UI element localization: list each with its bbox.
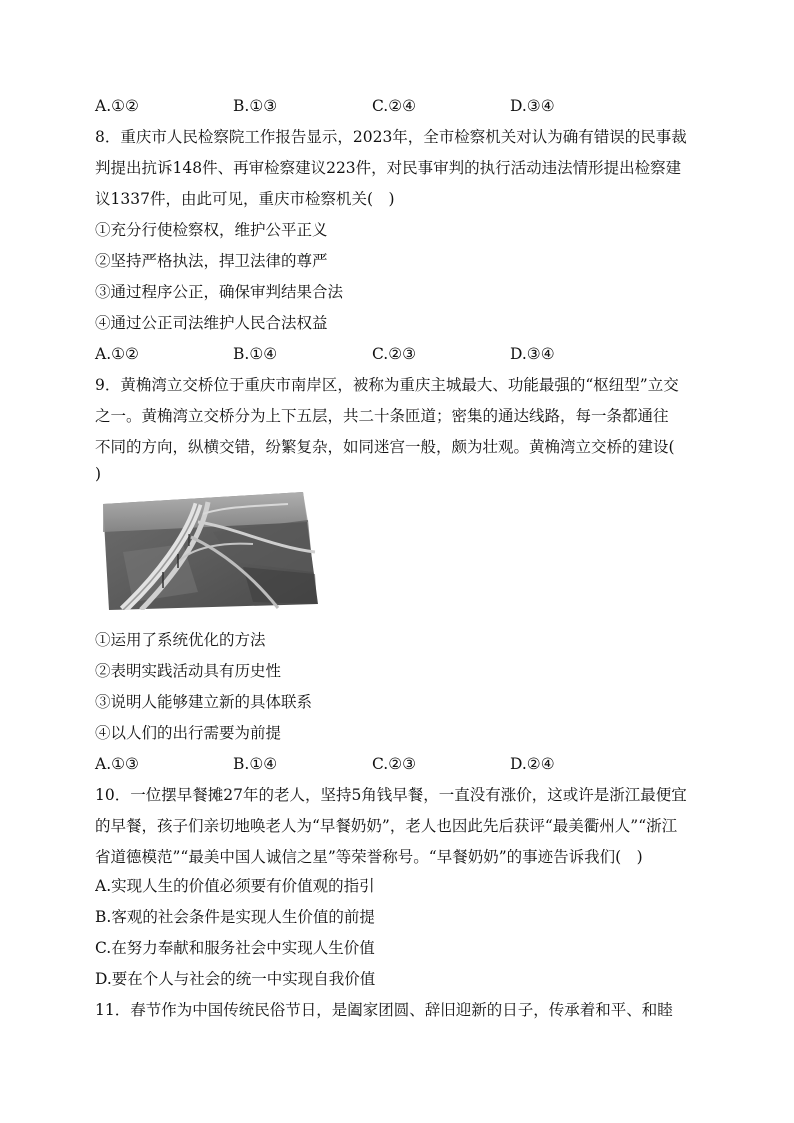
- q10-stem-line-1: 10．一位摆早餐摊27年的老人，坚持5角钱早餐，一直没有涨价，这或许是浙江最便宜: [95, 786, 687, 804]
- q9-option-b: B.①④: [233, 755, 278, 773]
- q8-option-b: B.①④: [233, 345, 278, 363]
- q7-option-d: D.③④: [510, 97, 555, 115]
- q7-options: [95, 96, 705, 116]
- q7-option-a: A.①②: [95, 97, 139, 115]
- q10-stem-line-3: 省道德模范”“最美中国人诚信之星”等荣誉称号。“早餐奶奶”的事迹告诉我们( ): [95, 848, 643, 866]
- q9-option-c: C.②③: [372, 755, 417, 773]
- q7-option-c: C.②④: [372, 97, 417, 115]
- q10-stem-line-2: 的早餐，孩子们亲切地唤老人为“早餐奶奶”，老人也因此先后获评“最美衢州人”“浙江: [95, 817, 678, 835]
- q10-choice-d: D.要在个人与社会的统一中实现自我价值: [95, 970, 376, 988]
- q8-options: [95, 344, 705, 364]
- q10-choice-c: C.在努力奉献和服务社会中实现人生价值: [95, 939, 375, 957]
- q9-item-3: ③说明人能够建立新的具体联系: [95, 693, 313, 711]
- q9-item-2: ②表明实践活动具有历史性: [95, 662, 282, 680]
- q8-item-3: ③通过程序公正，确保审判结果合法: [95, 283, 344, 301]
- q9-stem-line-4: ): [95, 465, 102, 483]
- q8-item-4: ④通过公正司法维护人民合法权益: [95, 314, 328, 332]
- q8-item-2: ②坚持严格执法，捍卫法律的尊严: [95, 252, 328, 270]
- q10-choice-a: A.实现人生的价值必须要有价值观的指引: [95, 877, 375, 895]
- q11-stem-line-1: 11．春节作为中国传统民俗节日，是阖家团圆、辞旧迎新的日子，传承着和平、和睦: [95, 1001, 673, 1019]
- q9-options: [95, 754, 705, 774]
- q9-stem-line-1: 9．黄桷湾立交桥位于重庆市南岸区，被称为重庆主城最大、功能最强的“枢纽型”立交: [95, 376, 679, 394]
- q9-option-a: A.①③: [95, 755, 139, 773]
- q8-option-c: C.②③: [372, 345, 417, 363]
- q9-item-1: ①运用了系统优化的方法: [95, 631, 266, 649]
- q9-option-d: D.②④: [510, 755, 555, 773]
- q9-stem-line-2: 之一。黄桷湾立交桥分为上下五层，共二十条匝道；密集的通达线路，每一条都通往: [95, 407, 669, 425]
- q9-stem-line-3: 不同的方向，纵横交错，纷繁复杂，如同迷宫一般，颇为壮观。黄桷湾立交桥的建设(: [95, 438, 675, 456]
- q7-option-b: B.①③: [233, 97, 278, 115]
- q8-stem-line-1: 8．重庆市人民检察院工作报告显示，2023年，全市检察机关对认为确有错误的民事裁: [95, 128, 687, 146]
- q8-option-d: D.③④: [510, 345, 555, 363]
- q8-stem-line-3: 议1337件，由此可见，重庆市检察机关( ): [95, 190, 395, 208]
- q9-item-4: ④以人们的出行需要为前提: [95, 724, 282, 742]
- q10-choice-b: B.客观的社会条件是实现人生价值的前提: [95, 908, 375, 926]
- q8-option-a: A.①②: [95, 345, 139, 363]
- q8-stem-line-2: 判提出抗诉148件、再审检察建议223件，对民事审判的执行活动违法情形提出检察建: [95, 159, 682, 177]
- overpass-photo: [103, 492, 318, 610]
- q8-item-1: ①充分行使检察权，维护公平正义: [95, 221, 328, 239]
